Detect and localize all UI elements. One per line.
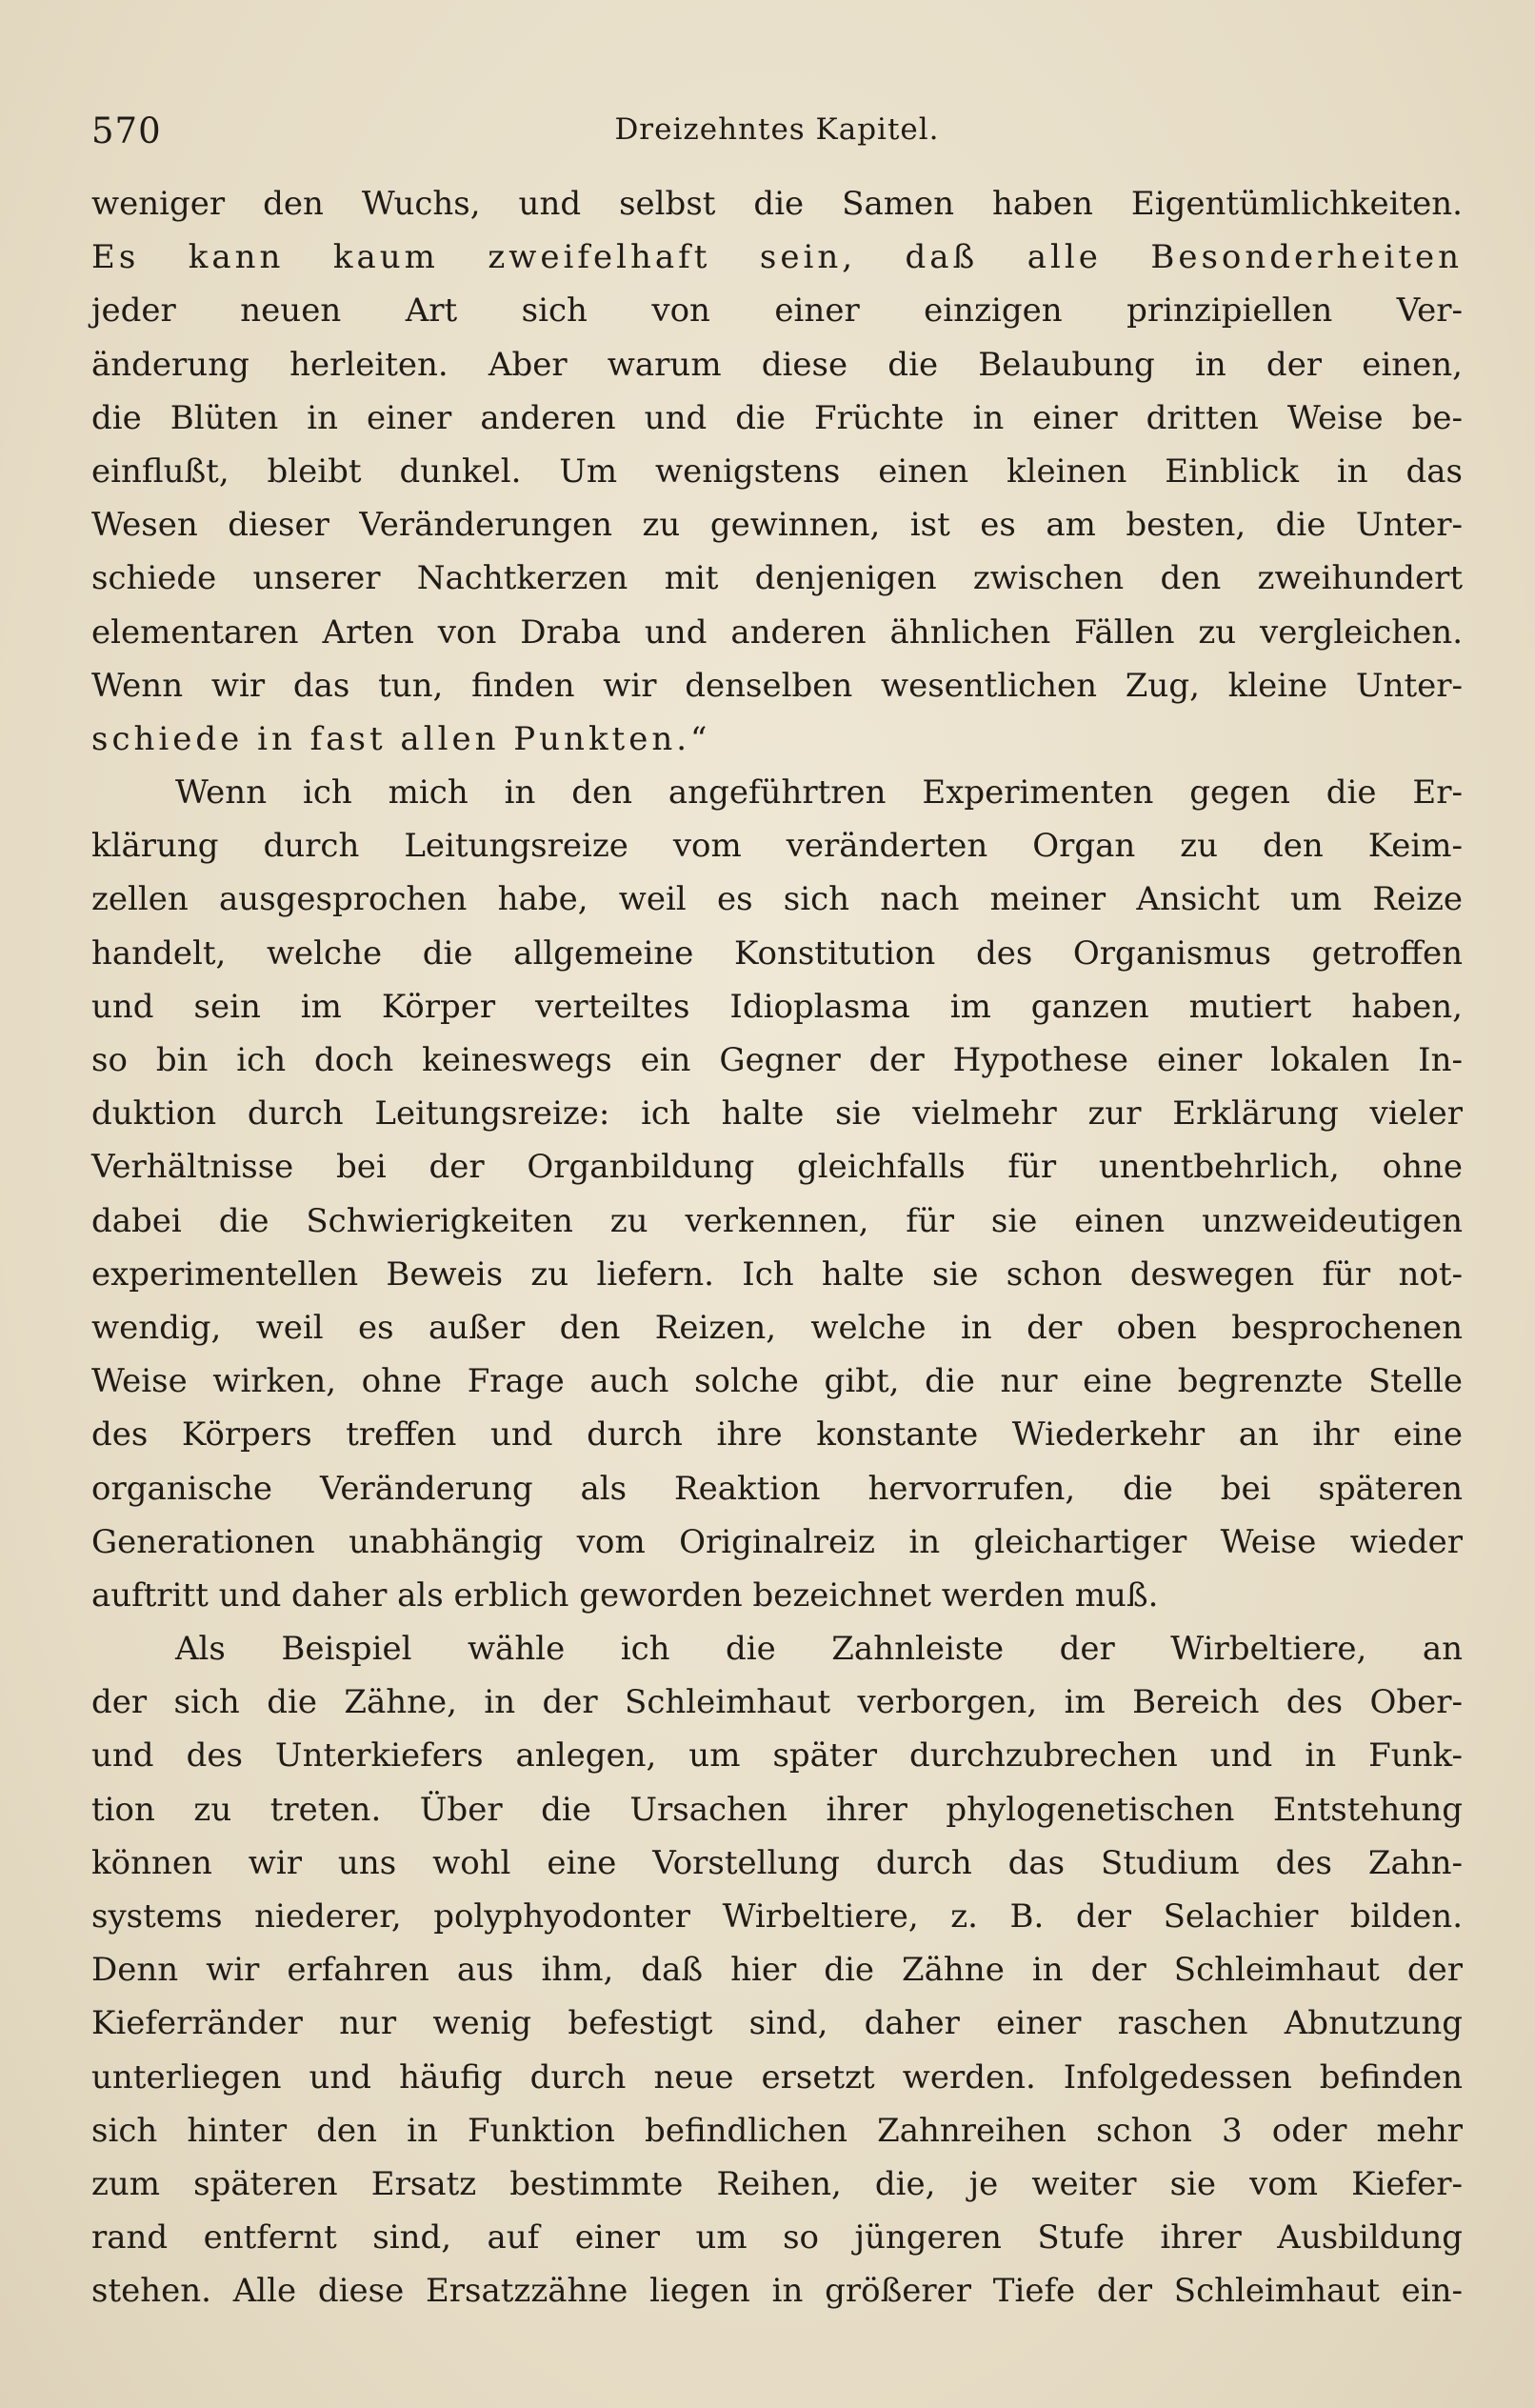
text-line: schiede unserer Nachtkerzen mit denjenigen zwischen den zweihundert [91,559,1463,598]
text-line: Generationen unabhängig vom Originalreiz in gleichartiger Weise wieder [91,1522,1463,1561]
running-head [91,103,1463,160]
text-line: und des Unterkiefers anlegen, um später durchzubrechen und in Funk- [91,1736,1463,1776]
text-line: können wir uns wohl eine Vorstellung durch das Studium des Zahn- [91,1843,1463,1882]
text-line: Wenn ich mich in den angeführtren Experimenten gegen die Er- [175,773,1463,813]
page-number: 570 [91,110,162,151]
text-line: der sich die Zähne, in der Schleimhaut verborgen, im Bereich des Ober- [91,1683,1463,1722]
text-line: duktion durch Leitungsreize: ich halte sie vielmehr zur Erklärung vieler [91,1094,1463,1134]
text-line: Kieferränder nur wenig befestigt sind, daher einer raschen Abnutzung [91,2004,1463,2043]
text-line: dabei die Schwierigkeiten zu verkennen, für sie einen unzweideutigen [91,1201,1463,1240]
body-text [91,177,1463,2318]
text-line: wendig, weil es außer den Reizen, welche in der oben besprochenen [91,1308,1463,1347]
text-line: einflußt, bleibt dunkel. Um wenigstens einen kleinen Einblick in das [91,452,1463,491]
text-line: zum späteren Ersatz bestimmte Reihen, die, je weiter sie vom Kiefer- [91,2164,1463,2203]
text-line: rand entfernt sind, auf einer um so jüngeren Stufe ihrer Ausbildung [91,2218,1463,2258]
text-line: Es kann kaum zweifelhaft sein, daß alle Besonderheiten [91,238,1463,277]
text-line: weniger den Wuchs, und selbst die Samen haben Eigentümlichkeiten. [91,185,1463,223]
text-line: Weise wirken, ohne Frage auch solche gibt, die nur eine begrenzte Stelle [91,1362,1463,1401]
text-line: Denn wir erfahren aus ihm, daß hier die Zähne in der Schleimhaut der [91,1951,1463,1990]
text-line: klärung durch Leitungsreize vom veränderten Organ zu den Keim- [91,827,1463,866]
text-line: elementaren Arten von Draba und anderen ähnlichen Fällen zu vergleichen. [91,612,1463,652]
text-line: Als Beispiel wähle ich die Zahnleiste der Wirbeltiere, an [175,1630,1463,1669]
chapter-title: Dreizehntes Kapitel. [614,112,940,147]
paragraph-2 [91,766,1463,1622]
text-line: auftritt und daher als erblich geworden bezeichnet werden muß. [91,1575,1159,1615]
text-line: änderung herleiten. Aber warum diese die Belaubung in der einen, [91,345,1463,384]
text-line: tion zu treten. Über die Ursachen ihrer phylogenetischen Entstehung [91,1790,1463,1829]
text-line: Wenn wir das tun, finden wir denselben wesentlichen Zug, kleine Unter- [91,666,1463,705]
text-line: jeder neuen Art sich von einer einzigen prinzipiellen Ver- [91,291,1463,331]
text-line: Verhältnisse bei der Organbildung gleichfalls für unentbehrlich, ohne [91,1148,1463,1187]
text-line: unterliegen und häufig durch neue ersetzt werden. Infolgedessen befinden [91,2057,1463,2097]
text-line: organische Veränderung als Reaktion hervorrufen, die bei späteren [91,1469,1463,1508]
text-line: schiede in fast allen Punkten.“ [91,719,711,758]
text-line: des Körpers treffen und durch ihre konstante Wiederkehr an ihr eine [91,1415,1463,1455]
text-line: die Blüten in einer anderen und die Früchte in einer dritten Weise be- [91,398,1463,437]
text-line: zellen ausgesprochen habe, weil es sich nach meiner Ansicht um Reize [91,880,1463,919]
text-line: experimentellen Beweis zu liefern. Ich halte sie schon deswegen für not- [91,1254,1463,1294]
text-line: Wesen dieser Veränderungen zu gewinnen, ist es am besten, die Unter- [91,506,1463,545]
page-content [91,103,1463,2318]
text-line: sich hinter den in Funktion befindlichen Zahnreihen schon 3 oder mehr [91,2111,1463,2150]
paragraph-1 [91,177,1463,766]
text-line: systems niederer, polyphyodonter Wirbeltiere, z. B. der Selachier bilden. [91,1897,1463,1936]
text-line: handelt, welche die allgemeine Konstitution des Organismus getroffen [91,933,1463,973]
paragraph-3 [91,1622,1463,2318]
text-line: und sein im Körper verteiltes Idioplasma im ganzen mutiert haben, [91,987,1463,1026]
text-line: so bin ich doch keineswegs ein Gegner der Hypothese einer lokalen In- [91,1041,1463,1079]
text-line: stehen. Alle diese Ersatzzähne liegen in größerer Tiefe der Schleimhaut ein- [91,2272,1463,2311]
